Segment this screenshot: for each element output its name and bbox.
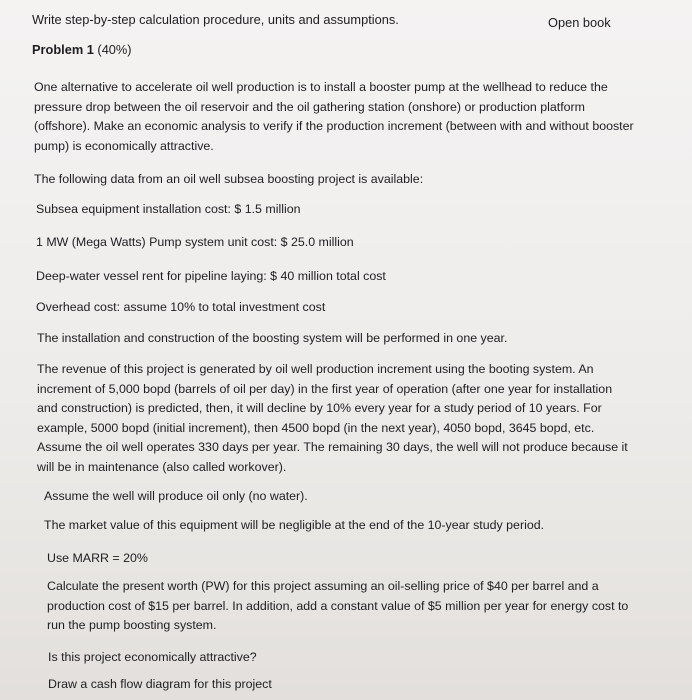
- problem-title: [32, 40, 132, 60]
- calculate-paragraph: Calculate the present worth (PW) for this project assuming an oil-selling price of $40 per barrel and a production cost of $15 per barrel. In addition, add a constant value of $5 million per year for energy cost to run the pump boosting system.: [47, 579, 629, 633]
- cost-item-pump: 1 MW (Mega Watts) Pump system unit cost: $ 25.0 million: [36, 235, 354, 249]
- intro-paragraph: One alternative to accelerate oil well production is to install a booster pump at the wellhead to reduce the pressure drop between the oil reservoir and the oil gathering station (onshore) or production platform (offshore). Make an economic analysis to verify if the production increment (between with and without booster pump) is economically attractive.: [34, 80, 634, 153]
- cash-flow-instruction: Draw a cash flow diagram for this project: [48, 677, 272, 691]
- problem-weight: (40%): [93, 42, 132, 57]
- cost-item-overhead: Overhead cost: assume 10% to total investment cost: [36, 300, 326, 314]
- water-assumption: Assume the well will produce oil only (no water).: [44, 489, 308, 503]
- instruction-line: Write step-by-step calculation procedure, units and assumptions.: [32, 12, 399, 27]
- cost-item-vessel: Deep-water vessel rent for pipeline laying: $ 40 million total cost: [36, 269, 386, 283]
- problem-number: Problem 1: [32, 42, 94, 57]
- construction-note: The installation and construction of the boosting system will be performed in one year.: [37, 331, 508, 345]
- data-intro-line: The following data from an oil well subsea boosting project is available:: [34, 172, 424, 186]
- attractiveness-question: Is this project economically attractive?: [48, 650, 257, 664]
- revenue-paragraph: The revenue of this project is generated by oil well production increment using the booting system. An increment of 5,000 bopd (barrels of oil per day) in the first year of operation (after one year for installation and construction) is predicted, then, it will decline by 10% every year for a study period of 10 years. For example, 5000 bopd (initial increment), then 4500 bopd (in the next year), 4050 bopd, 3645 bopd, etc. Assume the oil well operates 330 days per year. The remaining 30 days, the well will not produce because it will be in maintenance (also called workover).: [37, 362, 628, 474]
- market-value-note: The market value of this equipment will be negligible at the end of the 10-year study period.: [44, 518, 545, 532]
- marr-line: Use MARR = 20%: [47, 551, 148, 565]
- open-book-label: Open book: [548, 15, 611, 30]
- cost-item-installation: Subsea equipment installation cost: $ 1.5 million: [36, 202, 301, 216]
